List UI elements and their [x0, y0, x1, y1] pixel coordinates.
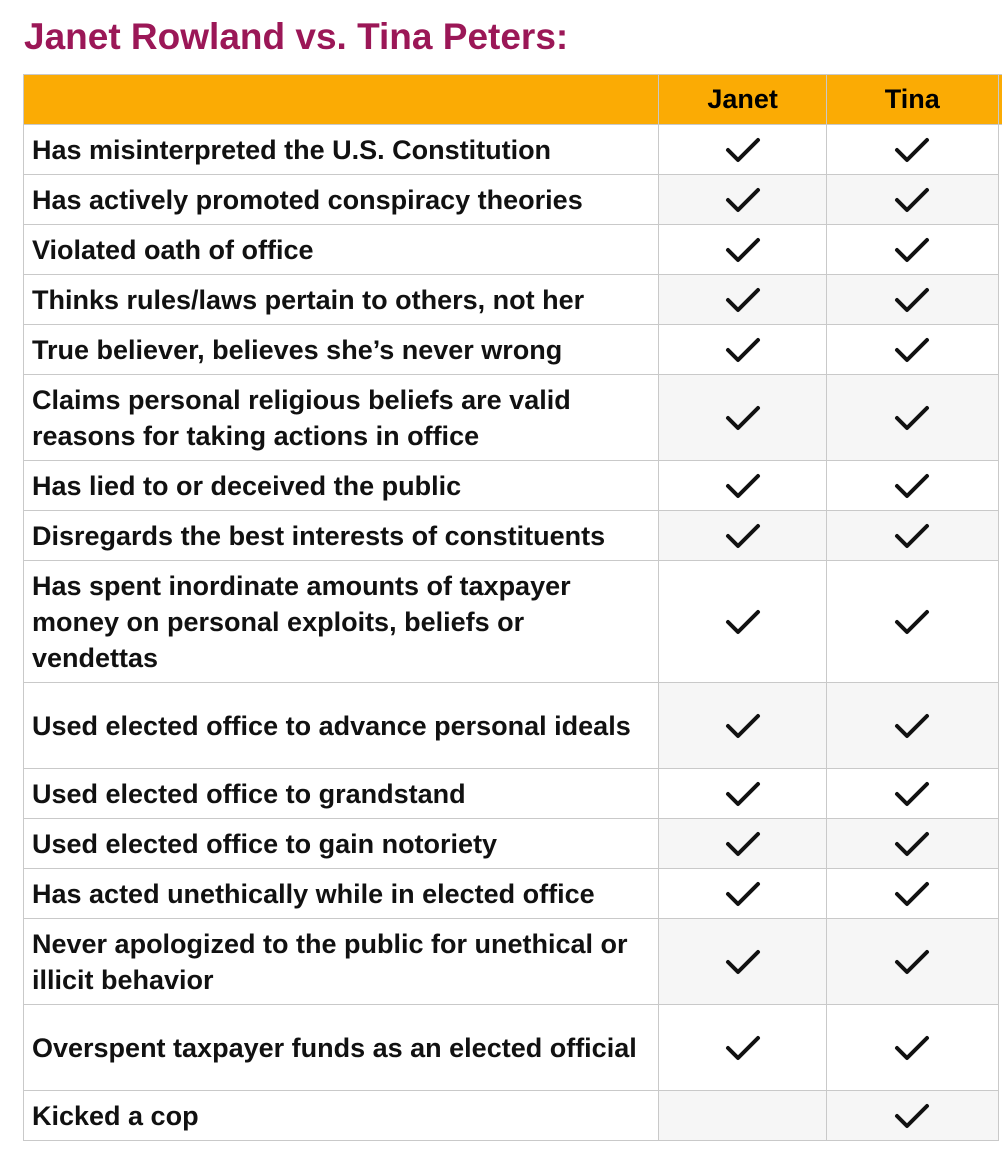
- table-row: [24, 325, 1002, 375]
- check-icon: [725, 286, 761, 314]
- row-edge-cell: [998, 683, 1002, 769]
- janet-mark-cell: [659, 175, 827, 225]
- tina-mark-cell: [826, 275, 998, 325]
- check-icon: [894, 336, 930, 364]
- row-label: Never apologized to the public for unethical or illicit behavior: [24, 919, 659, 1005]
- header-blank-cell: [24, 75, 659, 125]
- table-row: [24, 769, 1002, 819]
- check-icon: [725, 472, 761, 500]
- check-icon: [725, 522, 761, 550]
- check-icon: [725, 948, 761, 976]
- row-edge-cell: [998, 325, 1002, 375]
- check-icon: [894, 472, 930, 500]
- check-icon: [894, 236, 930, 264]
- tina-mark-cell: [826, 919, 998, 1005]
- row-label: True believer, believes she’s never wrong: [24, 325, 659, 375]
- janet-mark-cell: [659, 561, 827, 683]
- janet-mark-cell: [659, 819, 827, 869]
- table-row: [24, 1091, 1002, 1141]
- comparison-table: [23, 74, 1002, 1141]
- row-label: Used elected office to advance personal ideals: [24, 683, 659, 769]
- row-edge-cell: [998, 869, 1002, 919]
- row-edge-cell: [998, 461, 1002, 511]
- table-row: [24, 461, 1002, 511]
- row-label: Used elected office to grandstand: [24, 769, 659, 819]
- janet-mark-cell: [659, 325, 827, 375]
- table-row: [24, 175, 1002, 225]
- row-edge-cell: [998, 819, 1002, 869]
- check-icon: [894, 404, 930, 432]
- row-edge-cell: [998, 1091, 1002, 1141]
- row-label: Violated oath of office: [24, 225, 659, 275]
- check-icon: [894, 1034, 930, 1062]
- tina-mark-cell: [826, 819, 998, 869]
- check-icon: [725, 186, 761, 214]
- tina-mark-cell: [826, 561, 998, 683]
- janet-mark-cell: [659, 769, 827, 819]
- check-icon: [725, 830, 761, 858]
- tina-mark-cell: [826, 225, 998, 275]
- check-icon: [725, 136, 761, 164]
- janet-mark-cell: [659, 683, 827, 769]
- row-edge-cell: [998, 1005, 1002, 1091]
- tina-mark-cell: [826, 125, 998, 175]
- tina-mark-cell: [826, 1005, 998, 1091]
- janet-mark-cell: [659, 1005, 827, 1091]
- check-icon: [894, 522, 930, 550]
- check-icon: [725, 880, 761, 908]
- check-icon: [725, 236, 761, 264]
- table-body: [24, 125, 1002, 1141]
- row-edge-cell: [998, 375, 1002, 461]
- check-icon: [894, 1102, 930, 1130]
- check-icon: [894, 608, 930, 636]
- row-label: Has actively promoted conspiracy theories: [24, 175, 659, 225]
- check-icon: [894, 712, 930, 740]
- tina-mark-cell: [826, 511, 998, 561]
- page-title: Janet Rowland vs. Tina Peters:: [24, 16, 569, 57]
- tina-mark-cell: [826, 869, 998, 919]
- janet-mark-cell: [659, 511, 827, 561]
- janet-mark-cell: [659, 869, 827, 919]
- check-icon: [894, 286, 930, 314]
- tina-mark-cell: [826, 375, 998, 461]
- check-icon: [725, 608, 761, 636]
- table-row: [24, 919, 1002, 1005]
- row-label: Overspent taxpayer funds as an elected official: [24, 1005, 659, 1091]
- table-row: [24, 561, 1002, 683]
- header-row: [24, 75, 1002, 125]
- janet-mark-cell: [659, 919, 827, 1005]
- row-edge-cell: [998, 125, 1002, 175]
- janet-mark-cell: [659, 275, 827, 325]
- janet-mark-cell: [659, 461, 827, 511]
- row-label: Claims personal religious beliefs are valid reasons for taking actions in office: [24, 375, 659, 461]
- table-row: [24, 1005, 1002, 1091]
- row-label: Thinks rules/laws pertain to others, not her: [24, 275, 659, 325]
- janet-mark-cell: [659, 1091, 827, 1141]
- row-edge-cell: [998, 511, 1002, 561]
- table-row: [24, 511, 1002, 561]
- tina-mark-cell: [826, 1091, 998, 1141]
- table-row: [24, 275, 1002, 325]
- check-icon: [725, 780, 761, 808]
- row-label: Has misinterpreted the U.S. Constitution: [24, 125, 659, 175]
- table-row: [24, 125, 1002, 175]
- tina-mark-cell: [826, 175, 998, 225]
- table-row: [24, 375, 1002, 461]
- table-row: [24, 683, 1002, 769]
- check-icon: [894, 830, 930, 858]
- check-icon: [725, 712, 761, 740]
- row-edge-cell: [998, 225, 1002, 275]
- janet-mark-cell: [659, 375, 827, 461]
- row-edge-cell: [998, 919, 1002, 1005]
- row-edge-cell: [998, 561, 1002, 683]
- table-row: [24, 819, 1002, 869]
- table-row: [24, 869, 1002, 919]
- row-label: Kicked a cop: [24, 1091, 659, 1141]
- janet-mark-cell: [659, 125, 827, 175]
- janet-mark-cell: [659, 225, 827, 275]
- header-tina: Tina: [826, 75, 998, 125]
- check-icon: [894, 186, 930, 214]
- header-janet: Janet: [659, 75, 827, 125]
- header-edge-cell: [998, 75, 1002, 125]
- check-icon: [894, 880, 930, 908]
- tina-mark-cell: [826, 325, 998, 375]
- row-label: Has lied to or deceived the public: [24, 461, 659, 511]
- row-label: Has acted unethically while in elected office: [24, 869, 659, 919]
- row-edge-cell: [998, 175, 1002, 225]
- table-row: [24, 225, 1002, 275]
- check-icon: [894, 780, 930, 808]
- row-edge-cell: [998, 275, 1002, 325]
- row-label: Used elected office to gain notoriety: [24, 819, 659, 869]
- row-edge-cell: [998, 769, 1002, 819]
- row-label: Disregards the best interests of constituents: [24, 511, 659, 561]
- check-icon: [725, 336, 761, 364]
- check-icon: [725, 404, 761, 432]
- tina-mark-cell: [826, 769, 998, 819]
- check-icon: [894, 136, 930, 164]
- tina-mark-cell: [826, 683, 998, 769]
- tina-mark-cell: [826, 461, 998, 511]
- check-icon: [725, 1034, 761, 1062]
- check-icon: [894, 948, 930, 976]
- row-label: Has spent inordinate amounts of taxpayer money on personal exploits, beliefs or vendettas: [24, 561, 659, 683]
